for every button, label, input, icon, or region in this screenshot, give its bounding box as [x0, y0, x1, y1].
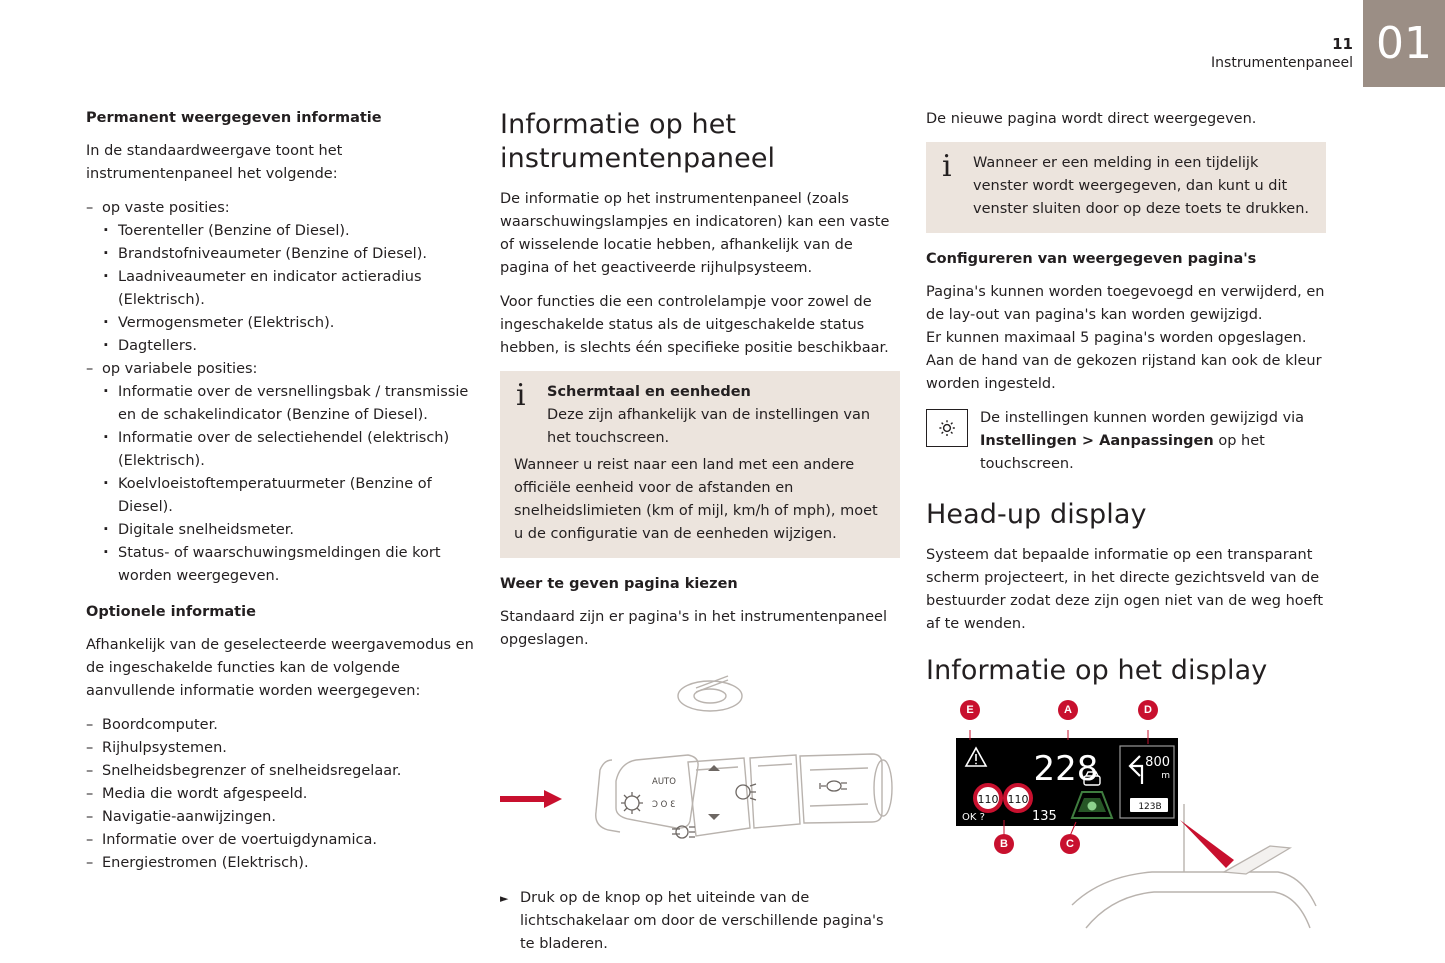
list-item: – Snelheidsbegrenzer of snelheidsregelaar. [86, 760, 474, 783]
list-item: – Informatie over de voertuigdynamica. [86, 829, 474, 852]
page-columns [0, 108, 1445, 956]
hud-speed-limit-2 [1005, 785, 1031, 811]
svg-text:123B: 123B [1138, 802, 1162, 812]
illustration-light-switch [500, 666, 900, 881]
list-fixed-items [86, 220, 474, 358]
hud-ok-label: OK ? [962, 812, 985, 823]
column-1 [86, 108, 474, 956]
callout-badge-d: D [1138, 700, 1158, 720]
gear-icon [935, 416, 959, 440]
paragraph-press-button: ► Druk op de knop op het uiteinde van de lichtschakelaar om door de verschillende pagina's te bladeren. [500, 887, 900, 956]
list-item: · Koelvloeistoftemperatuurmeter (Benzine of Diesel). [86, 473, 474, 519]
heading-configure-pages: Configureren van weergegeven pagina's [926, 251, 1257, 267]
callout-badge-e: E [960, 700, 980, 720]
note-title: Schermtaal en eenheden [547, 384, 751, 400]
list-positions [86, 197, 474, 220]
chapter-number-tab [1363, 0, 1445, 87]
svg-text:110: 110 [1007, 793, 1029, 806]
list-item: · Vermogensmeter (Elektrisch). [86, 312, 474, 335]
note-screen-language-units [500, 371, 900, 558]
gear-icon-box [926, 409, 968, 447]
callout-badge-a: A [1058, 700, 1078, 720]
svg-text:110: 110 [977, 793, 999, 806]
list-item: – Boordcomputer. [86, 714, 474, 737]
paragraph-color-mode: Aan de hand van de gekozen rijstand kan ook de kleur worden ingesteld. [926, 353, 1322, 392]
label-lights: Ɔ O Ɛ [652, 800, 676, 810]
hud-speed-limit-1 [975, 785, 1001, 811]
section-title-display-info: Informatie op het display [926, 655, 1268, 686]
list-variable-positions [86, 358, 474, 381]
paragraph-new-page: De nieuwe pagina wordt direct weergegeven. [926, 111, 1257, 127]
info-icon: i [942, 149, 952, 184]
label-auto: AUTO [652, 777, 676, 787]
list-item: – Navigatie-aanwijzingen. [86, 806, 474, 829]
paragraph-optional-info: Afhankelijk van de geselecteerde weergavemodus en de ingeschakelde functies kan de volgende aanvullende informatie worden weergegeven: [86, 637, 474, 699]
note-text-1: Deze zijn afhankelijk van de instellingen van het touchscreen. [547, 407, 871, 446]
heading-optional-info: Optionele informatie [86, 604, 256, 620]
list-optional-items [86, 714, 474, 875]
paragraph-hud-description: Systeem dat bepaalde informatie op een transparant scherm projecteert, in het directe gezichtsveld van de bestuurder zodat deze zijn ogen niet van de weg hoeft af te wenden. [926, 547, 1324, 632]
settings-path: Instellingen > Aanpassingen [980, 433, 1214, 449]
illustration-hud [926, 700, 1326, 930]
hud-drawing [926, 700, 1326, 930]
list-variable-items [86, 381, 474, 588]
column-2 [500, 108, 900, 956]
note-text-2: Wanneer u reist naar een land met een andere officiële eenheid voor de afstanden en snelheidslimieten (km of mijl, km/h of mph), moet u de configuratie van de eenheden wijzigen. [514, 457, 878, 542]
hud-speed: 228 [1033, 749, 1099, 789]
list-item: · Dagtellers. [86, 335, 474, 358]
heading-page-select: Weer te geven pagina kiezen [500, 576, 738, 592]
list-item: – Energiestromen (Elektrisch). [86, 852, 474, 875]
section-title-instrument-panel-info: Informatie op het instrumentenpaneel [500, 109, 776, 174]
list-item: · Informatie over de selectiehendel (elektrisch) (Elektrisch). [86, 427, 474, 473]
chapter-number: 01 [1376, 18, 1432, 69]
list-item: · Brandstofniveaumeter (Benzine of Diesel). [86, 243, 474, 266]
chapter-title: Instrumentenpaneel [1211, 55, 1353, 71]
settings-text-pre: De instellingen kunnen worden gewijzigd via [980, 410, 1305, 426]
light-switch-drawing [500, 666, 900, 881]
list-item: · Status- of waarschuwingsmeldingen die kort worden weergegeven. [86, 542, 474, 588]
paragraph-panel-info-2: Voor functies die een controlelampje voor zowel de ingeschakelde status als de uitgeschakelde status hebben, is slechts één specifieke positie beschikbaar. [500, 294, 889, 356]
settings-text-post: op het touchscreen. [980, 433, 1265, 472]
page-number: 11 [1332, 35, 1353, 53]
page-header [1211, 36, 1353, 72]
note-temporary-window [926, 142, 1326, 233]
paragraph-pages-add-remove: Pagina's kunnen worden toegevoegd en verwijderd, en de lay-out van pagina's kan worden gewijzigd. [926, 284, 1325, 323]
callout-badge-c: C [1060, 834, 1080, 854]
hud-road-number [1130, 798, 1168, 812]
section-title-head-up-display: Head-up display [926, 499, 1147, 530]
callout-badge-b: B [994, 834, 1014, 854]
list-item: – Rijhulpsystemen. [86, 737, 474, 760]
heading-permanent-info: Permanent weergegeven informatie [86, 110, 382, 126]
paragraph-pages-stored: Standaard zijn er pagina's in het instrumentenpaneel opgeslagen. [500, 609, 887, 648]
note-text: Wanneer er een melding in een tijdelijk venster wordt weergegeven, dan kunt u dit venster sluiten door op deze toets te drukken. [973, 155, 1309, 217]
list-item: · Toerenteller (Benzine of Diesel). [86, 220, 474, 243]
list-item: – Media die wordt afgespeeld. [86, 783, 474, 806]
hud-nav-unit: m [1161, 771, 1170, 781]
list-item: – op vaste posities: [86, 197, 474, 220]
column-3 [926, 108, 1326, 956]
settings-text [980, 407, 1326, 476]
settings-reference-block [926, 407, 1326, 476]
list-item: – op variabele posities: [86, 358, 474, 381]
list-item: · Informatie over de versnellingsbak / transmissie en de schakelindicator (Benzine of Diesel). [86, 381, 474, 427]
list-item: · Laadniveaumeter en indicator actieradius (Elektrisch). [86, 266, 474, 312]
red-arrow-indicator [500, 790, 562, 808]
hud-nav-distance: 800 [1145, 755, 1170, 770]
hud-cruise-value: 135 [1032, 809, 1057, 824]
list-item: · Digitale snelheidsmeter. [86, 519, 474, 542]
paragraph-panel-info-1: De informatie op het instrumentenpaneel (zoals waarschuwingslampjes en indicatoren) kan een vaste of wisselende locatie hebben, afhankelijk van de pagina of het geactiveerde rijhulpsysteem. [500, 191, 890, 276]
info-icon: i [516, 378, 526, 413]
paragraph-max-pages: Er kunnen maximaal 5 pagina's worden opgeslagen. [926, 330, 1307, 346]
paragraph-standard-view: In de standaardweergave toont het instrumentenpaneel het volgende: [86, 143, 343, 182]
